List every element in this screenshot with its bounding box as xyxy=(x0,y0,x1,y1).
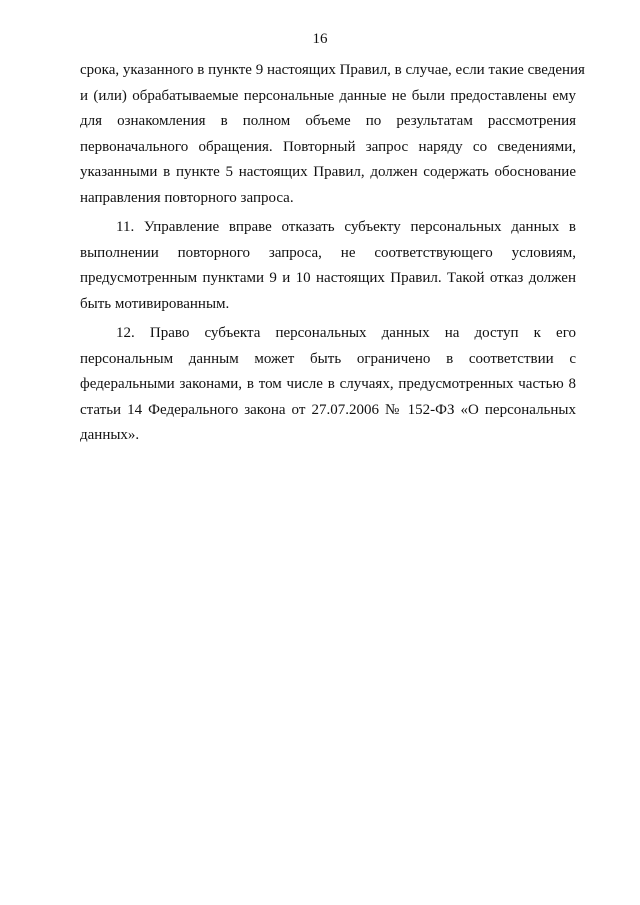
text-line: 11. Управление вправе отказать субъекту персональных данных в xyxy=(116,219,576,235)
paragraph-continuation xyxy=(80,58,585,211)
text-line: и (или) обрабатываемые персональные данные не были предоставлены ему xyxy=(80,87,576,104)
text-line: срока, указанного в пункте 9 настоящих Правил, в случае, если такие сведения xyxy=(80,62,585,78)
text-line: персональным данным может быть ограничено в соответствии с xyxy=(80,350,576,367)
text-line: статьи 14 Федерального закона от 27.07.2006 № 152-ФЗ «О персональных xyxy=(80,401,576,418)
text-line: быть мотивированным. xyxy=(80,295,230,312)
text-line: данных». xyxy=(80,427,140,443)
text-line: 12. Право субъекта персональных данных на доступ к его xyxy=(116,325,576,341)
text-line: федеральными законами, в том числе в случаях, предусмотренных частью 8 xyxy=(80,376,576,392)
page-number: 16 xyxy=(312,31,328,47)
paragraph-12 xyxy=(80,321,576,449)
text-line: предусмотренным пунктами 9 и 10 настоящих Правил. Такой отказ должен xyxy=(80,270,576,286)
text-line: для ознакомления в полном объеме по результатам рассмотрения xyxy=(80,113,576,129)
text-line: первоначального обращения. Повторный запрос наряду со сведениями, xyxy=(80,138,576,155)
text-line: указанными в пункте 5 настоящих Правил, должен содержать обоснование xyxy=(80,164,576,180)
text-line: направления повторного запроса. xyxy=(80,189,294,206)
paragraph-11 xyxy=(80,215,576,317)
document-body xyxy=(80,58,585,453)
text-line: выполнении повторного запроса, не соответствующего условиям, xyxy=(80,244,576,261)
